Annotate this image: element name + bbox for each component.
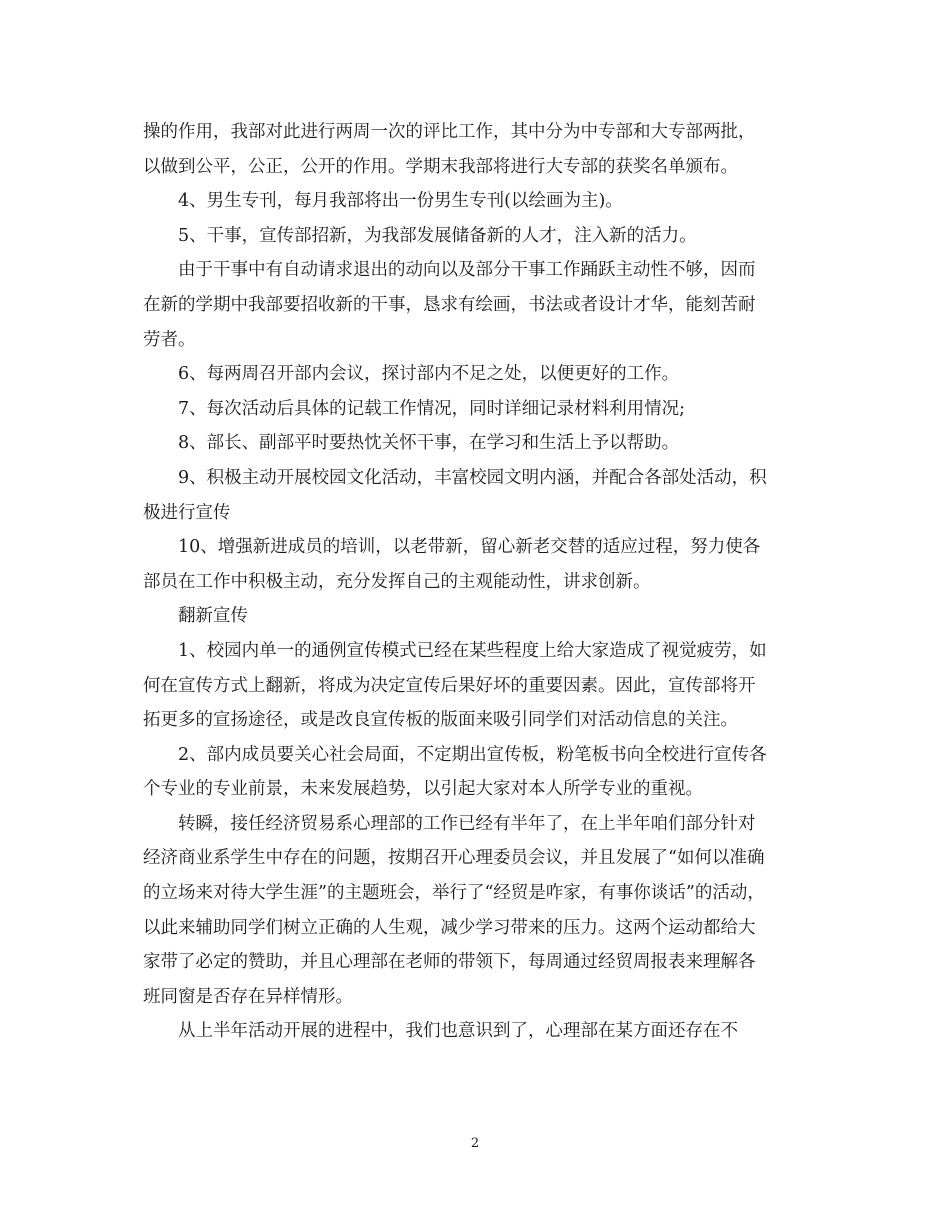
text-line: 操的作用，我部对此进行两周一次的评比工作，其中分为中专部和大专部两批，	[143, 122, 756, 142]
page-number: 2	[470, 1136, 480, 1151]
text-line: 在新的学期中我部要招收新的干事，恳求有绘画，书法或者设计才华，能刻苦耐	[143, 294, 756, 315]
text-line: 转瞬，接任经济贸易系心理部的工作已经有半年了，在上半年咱们部分针对	[178, 813, 756, 834]
text-line: 家带了必定的赞助，并且心理部在老师的带领下，每周通过经贸周报表来理解各	[143, 952, 756, 973]
text-line: 从上半年活动开展的进程中，我们也意识到了，心理部在某方面还存在不	[178, 1021, 738, 1042]
text-line: 由于干事中有自动请求退出的动向以及部分干事工作踊跃主动性不够，因而	[178, 260, 756, 281]
text-line: 劳者。	[143, 329, 196, 350]
text-line: 10、增强新进成员的培训，以老带新，留心新老交替的适应过程，努力使各	[178, 537, 761, 558]
text-line: 个专业的专业前景，未来发展趋势，以引起大家对本人所学专业的重视。	[143, 779, 703, 800]
document-body	[143, 115, 808, 1049]
text-line: 拓更多的宣扬途径，或是改良宣传板的版面来吸引同学们对活动信息的关注。	[143, 710, 738, 731]
text-line: 的立场来对待大学生涯”的主题班会，举行了“经贸是咋家，有事你谈话”的活动，	[143, 883, 765, 904]
text-line: 部员在工作中积极主动，充分发挥自己的主观能动性，讲求创新。	[143, 571, 651, 592]
text-line: 1、校园内单一的通例宣传模式已经在某些程度上给大家造成了视觉疲劳，如	[178, 640, 767, 661]
text-line: 5、干事，宣传部招新，为我部发展储备新的人才，注入新的活力。	[178, 225, 697, 246]
text-line: 经济商业系学生中存在的问题，按期召开心理委员会议，并且发展了“如何以准确	[143, 848, 765, 869]
text-line: 8、部长、副部平时要热忱关怀干事，在学习和生活上予以帮助。	[178, 433, 680, 454]
text-line: 9、积极主动开展校园文化活动，丰富校园文明内涵，并配合各部处活动，积	[178, 467, 767, 488]
text-line: 极进行宣传	[143, 502, 231, 523]
text-line: 翻新宣传	[178, 606, 248, 627]
text-line: 以做到公平，公正，公开的作用。学期末我部将进行大专部的获奖名单颁布。	[143, 156, 738, 177]
text-line: 以此来辅助同学们树立正确的人生观，减少学习带来的压力。这两个运动都给大	[143, 917, 756, 938]
text-line: 7、每次活动后具体的记载工作情况，同时详细记录材料利用情况;	[178, 398, 686, 419]
text-line: 6、每两周召开部内会议，探讨部内不足之处，以便更好的工作。	[178, 364, 680, 385]
text-line: 4、男生专刊，每月我部将出一份男生专刊(以绘画为主)。	[178, 191, 623, 212]
text-line: 何在宣传方式上翻新，将成为决定宣传后果好坏的重要因素。因此，宣传部将开	[143, 675, 756, 696]
text-line: 班同窗是否存在异样情形。	[143, 986, 353, 1007]
text-line: 2、部内成员要关心社会局面，不定期出宣传板，粉笔板书向全校进行宣传各	[178, 744, 767, 765]
